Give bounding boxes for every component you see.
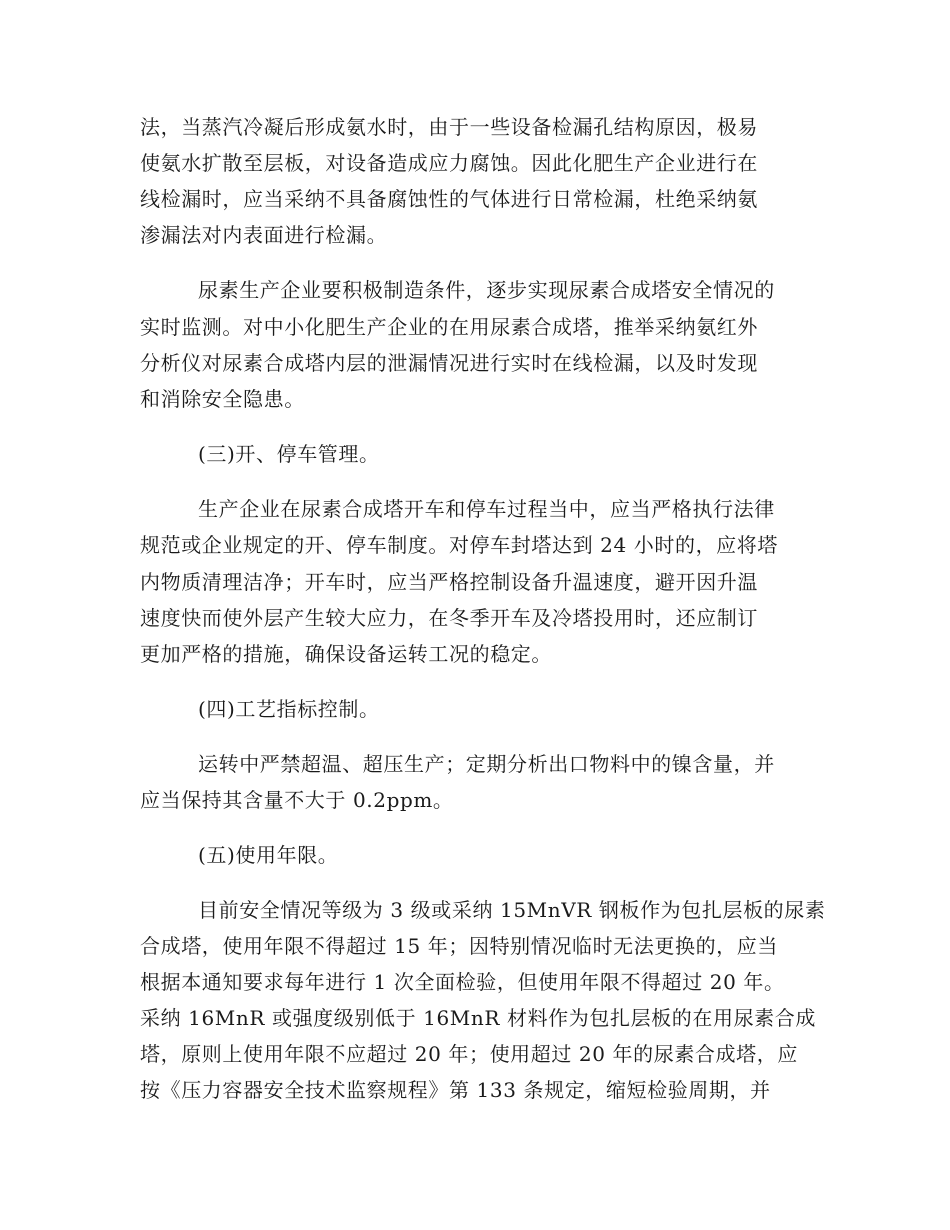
paragraph-5-line-2: 合成塔，使用年限不得超过 15 年；因特别情况临时无法更换的，应当 — [140, 934, 778, 958]
paragraph-1-line-2: 使氨水扩散至层板，对设备造成应力腐蚀。因此化肥生产企业进行在 — [140, 151, 758, 175]
paragraph-4-line-1: 运转中严禁超温、超压生产；定期分析出口物料中的镍含量，并 — [198, 752, 775, 776]
paragraph-1-line-3: 线检漏时，应当采纳不具备腐蚀性的气体进行日常检漏，杜绝采纳氨 — [140, 187, 758, 211]
section-heading-4: (四)工艺指标控制。 — [198, 697, 380, 721]
paragraph-2-line-3: 分析仪对尿素合成塔内层的泄漏情况进行实时在线检漏，以及时发现 — [140, 351, 758, 375]
paragraph-3-line-2: 规范或企业规定的开、停车制度。对停车封塔达到 24 小时的，应将塔 — [140, 533, 778, 557]
paragraph-3-line-1: 生产企业在尿素合成塔开车和停车过程当中，应当严格执行法律 — [198, 497, 775, 521]
paragraph-5-line-4: 采纳 16MnR 或强度级别低于 16MnR 材料作为包扎层板的在用尿素合成 — [140, 1006, 816, 1030]
paragraph-1-line-1: 法，当蒸汽冷凝后形成氨水时，由于一些设备检漏孔结构原因，极易 — [140, 115, 758, 139]
paragraph-5-line-5: 塔，原则上使用年限不应超过 20 年；使用超过 20 年的尿素合成塔，应 — [140, 1042, 798, 1066]
section-heading-3: (三)开、停车管理。 — [198, 442, 380, 466]
paragraph-3-line-3: 内物质清理洁净；开车时，应当严格控制设备升温速度，避开因升温 — [140, 570, 758, 594]
paragraph-3-line-5: 更加严格的措施，确保设备运转工况的稳定。 — [140, 642, 552, 666]
paragraph-5-line-6: 按《压力容器安全技术监察规程》第 133 条规定，缩短检验周期，并 — [140, 1078, 771, 1102]
paragraph-3-line-4: 速度快而使外层产生较大应力，在冬季开车及冷塔投用时，还应制订 — [140, 606, 758, 630]
paragraph-2-line-2: 实时监测。对中小化肥生产企业的在用尿素合成塔，推举采纳氨红外 — [140, 315, 758, 339]
section-heading-5: (五)使用年限。 — [198, 843, 339, 867]
paragraph-2-line-1: 尿素生产企业要积极制造条件，逐步实现尿素合成塔安全情况的 — [198, 278, 775, 302]
paragraph-1-line-4: 渗漏法对内表面进行检漏。 — [140, 223, 388, 247]
paragraph-5-line-3: 根据本通知要求每年进行 1 次全面检验，但使用年限不得超过 20 年。 — [140, 970, 785, 994]
paragraph-4-line-2: 应当保持其含量不大于 0.2ppm。 — [140, 788, 454, 812]
paragraph-2-line-4: 和消除安全隐患。 — [140, 387, 305, 411]
paragraph-5-line-1: 目前安全情况等级为 3 级或采纳 15MnVR 钢板作为包扎层板的尿素 — [198, 898, 826, 922]
